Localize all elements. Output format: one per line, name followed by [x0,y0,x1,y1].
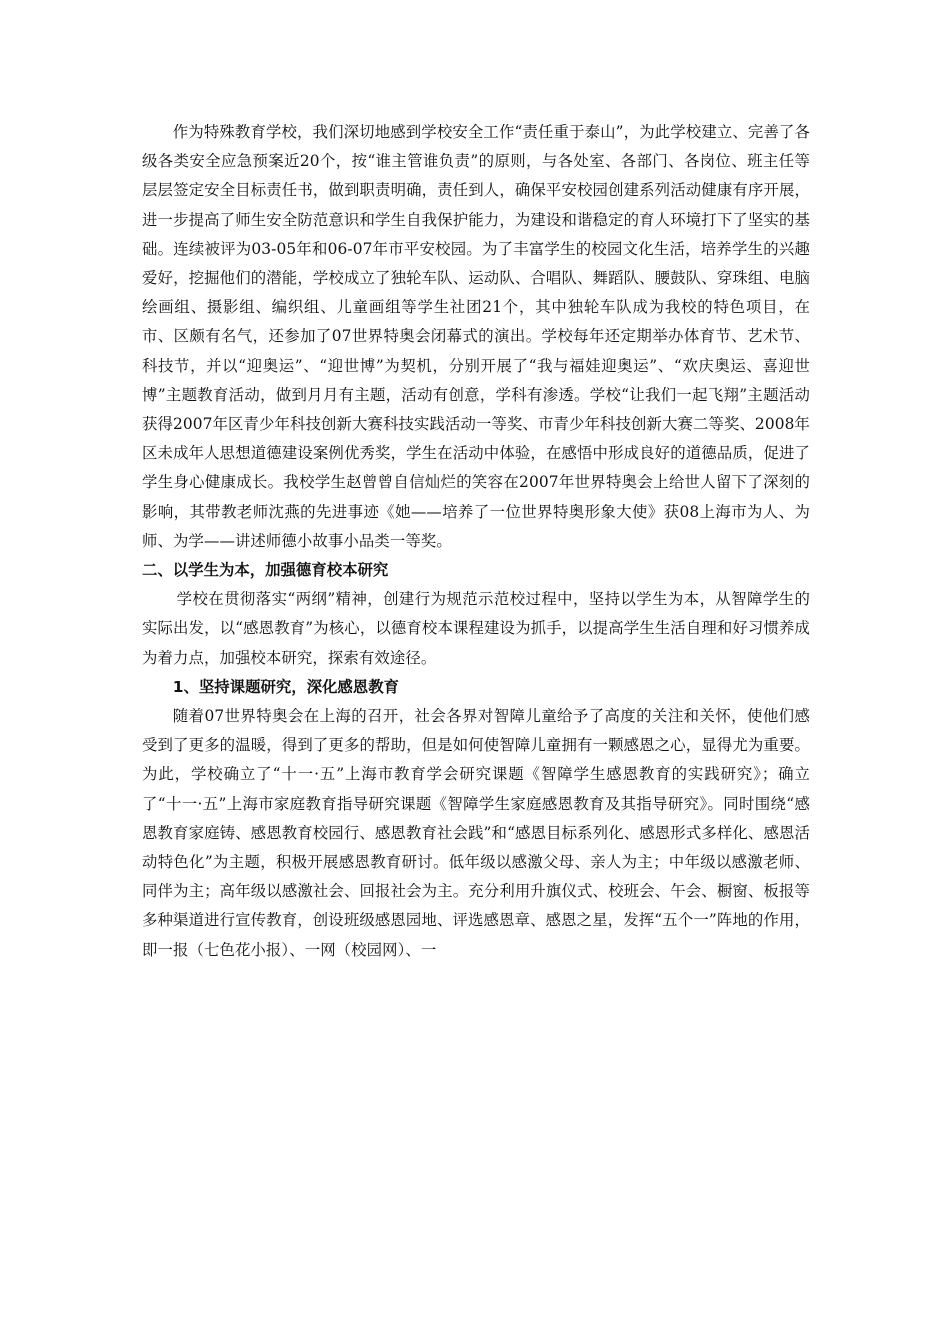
subsection-heading-gratitude-education: 1、坚持课题研究，深化感恩教育 [172,677,399,696]
paragraph-gratitude-research: 随着07世界特奥会在上海的召开，社会各界对智障儿童给予了高度的关注和关怀，使他们感受到了更多的温暖，得到了更多的帮助，但是如何使智障儿童拥有一颗感恩之心，显得尤为重要。为此，学校确立了“十一·五”上海市教育学会研究课题《智障学生感恩教育的实践研究》；确立了“十一·五”上海市家庭教育指导研究课题《智障学生家庭感恩教育及其指导研究》。同时围绕“感恩教育家庭铸、感恩教育校园行、感恩教育社会践”和“感恩目标系列化、感恩形式多样化、感恩活动特色化”为主题，积极开展感恩教育研讨。低年级以感激父母、亲人为主；中年级以感激老师、同伴为主；高年级以感激社会、回报社会为主。充分利用升旗仪式、校班会、午会、橱窗、板报等多种渠道进行宣传教育，创设班级感恩园地、评选感恩章、感恩之星，发挥“五个一”阵地的作用，即一报（七色花小报）、一网（校园网）、一 [142,707,810,959]
section-heading-student-centered: 二、以学生为本，加强德育校本研究 [142,561,389,580]
paragraph-safety-and-activities: 作为特殊教育学校，我们深切地感到学校安全工作“责任重于泰山”，为此学校建立、完善了各级各类安全应急预案近20个，按“谁主管谁负责”的原则，与各处室、各部门、各岗位、班主任等层层签定安全目标责任书，做到职责明确，责任到人，确保平安校园创建系列活动健康有序开展，进一步提高了师生安全防范意识和学生自我保护能力，为建设和谐稳定的育人环境打下了坚实的基础。连续被评为03-05年和06-07年市平安校园。为了丰富学生的校园文化生活，培养学生的兴趣爱好，挖掘他们的潜能，学校成立了独轮车队、运动队、合唱队、舞蹈队、腰鼓队、穿珠组、电脑绘画组、摄影组、编织组、儿童画组等学生社团21个，其中独轮车队成为我校的特色项目，在市、区颇有名气，还参加了07世界特奥会闭幕式的演出。学校每年还定期举办体育节、艺术节、科技节，并以“迎奥运”、“迎世博”为契机，分别开展了“我与福娃迎奥运”、“欢庆奥运、喜迎世博”主题教育活动，做到月月有主题，活动有创意，学科有渗透。学校“让我们一起飞翔”主题活动获得2007年区青少年科技创新大赛科技实践活动一等奖、市青少年科技创新大赛二等奖、2008年区未成年人思想道德建设案例优秀奖，学生在活动中体验，在感悟中形成良好的道德品质，促进了学生身心健康成长。我校学生赵曾曾自信灿烂的笑容在2007年世界特奥会上给世人留下了深刻的影响，其带教老师沈燕的先进事迹《她——培养了一位世界特奥形象大使》获08上海市为人、为师、为学——讲述师德小故事小品类一等奖。 [142,123,810,550]
document-body [142,118,810,965]
paragraph-school-approach: 学校在贯彻落实“两纲”精神，创建行为规范示范校过程中，坚持以学生为本，从智障学生的实际出发，以“感恩教育”为核心，以德育校本课程建设为抓手，以提高学生生活自理和好习惯养成为着力点，加强校本研究，探索有效途径。 [142,590,810,667]
